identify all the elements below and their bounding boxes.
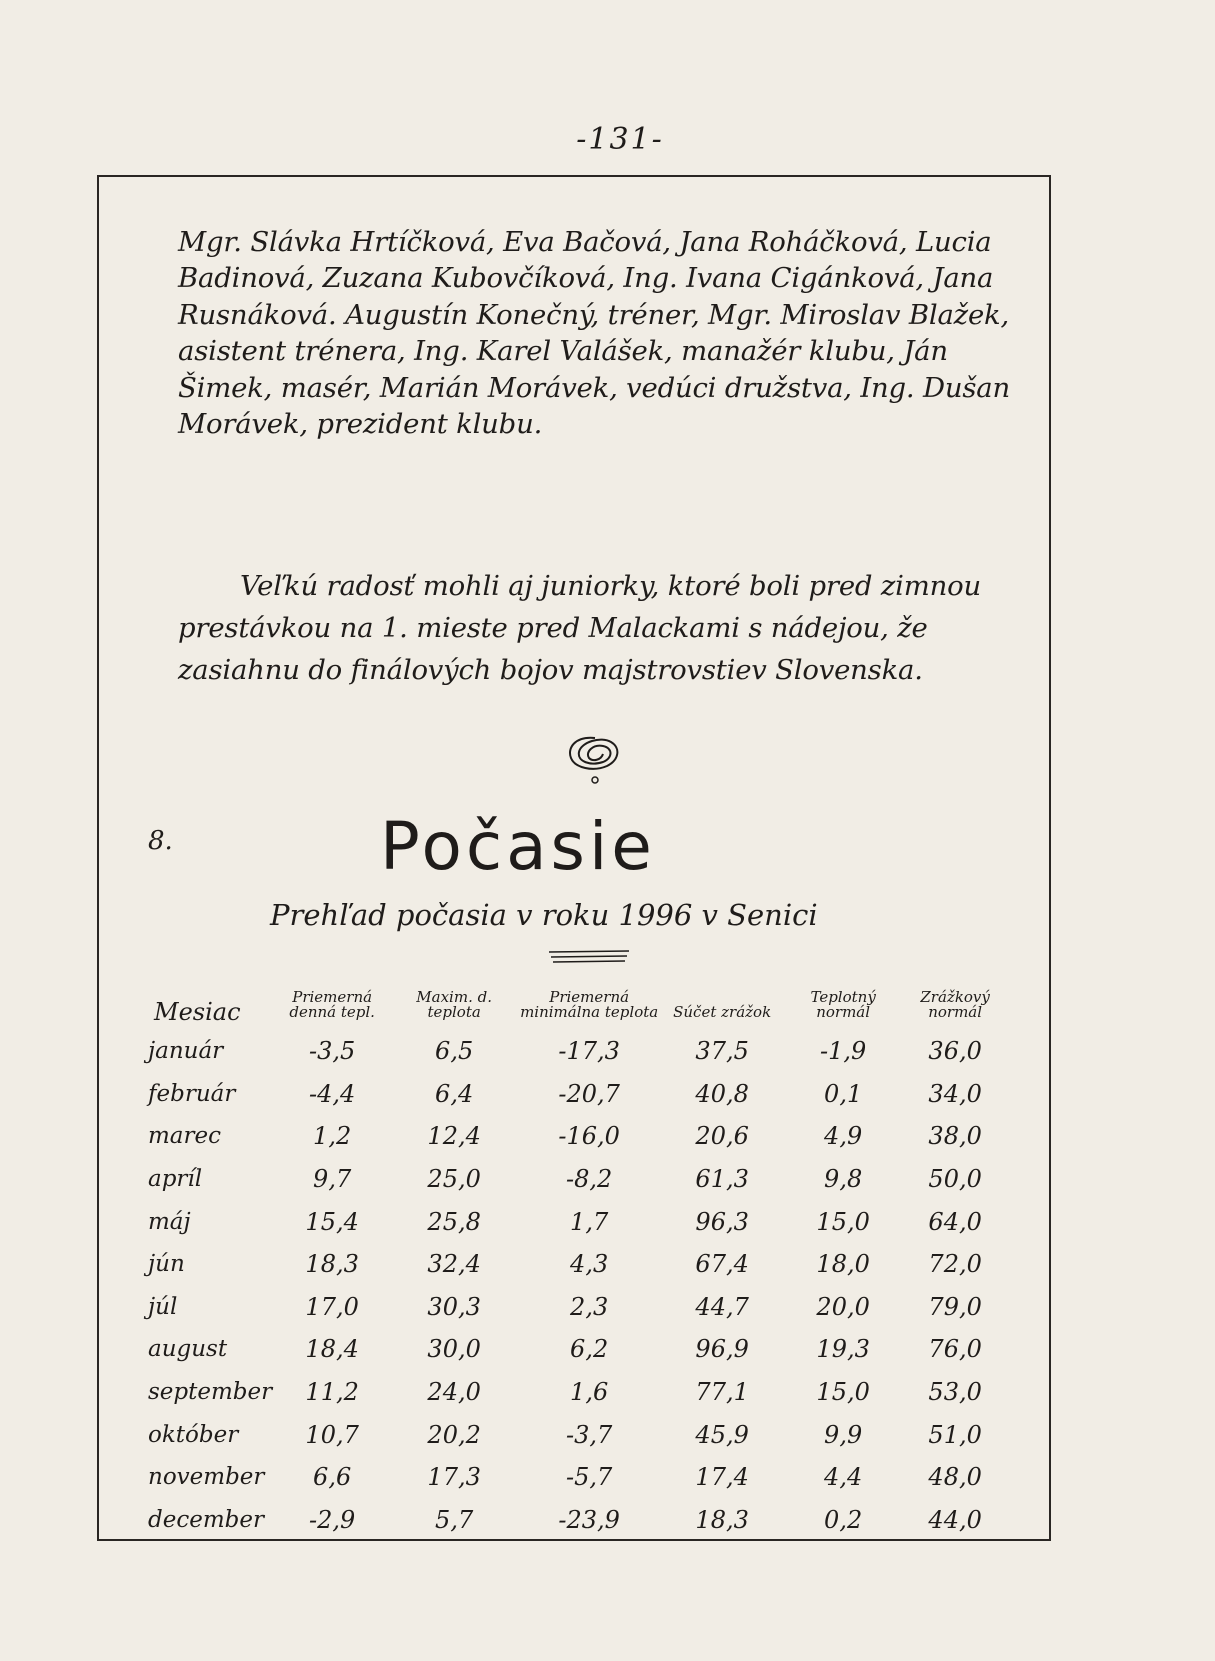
cell-temp-normal: 4,9 — [824, 1122, 863, 1151]
cell-precip-normal: 53,0 — [928, 1378, 982, 1407]
cell-max-daily-temp: 25,8 — [427, 1207, 481, 1236]
cell-precipitation-sum: 77,1 — [695, 1378, 749, 1407]
cell-temp-normal: 4,4 — [824, 1463, 863, 1492]
table-row — [148, 1286, 1006, 1329]
table-row — [148, 1200, 1006, 1243]
cell-avg-daily-temp: 10,7 — [305, 1420, 359, 1449]
table-row — [148, 1456, 1006, 1499]
cell-avg-min-temp: -8,2 — [566, 1165, 613, 1194]
cell-precip-normal: 64,0 — [928, 1207, 982, 1236]
cell-avg-daily-temp: 11,2 — [305, 1378, 359, 1407]
cell-avg-daily-temp: -2,9 — [309, 1505, 356, 1534]
cell-avg-min-temp: 6,2 — [570, 1335, 609, 1364]
section-title: Počasie — [380, 808, 656, 885]
cell-max-daily-temp: 32,4 — [427, 1250, 481, 1279]
cell-month: apríl — [148, 1166, 203, 1193]
cell-avg-min-temp: -3,7 — [566, 1420, 613, 1449]
table-row — [148, 1158, 1006, 1201]
cell-month: jún — [148, 1251, 185, 1278]
double-underline-icon — [545, 948, 635, 964]
weather-table — [148, 970, 1006, 1541]
cell-precipitation-sum: 44,7 — [695, 1292, 749, 1321]
cell-precipitation-sum: 17,4 — [695, 1463, 749, 1492]
cell-avg-daily-temp: 18,3 — [305, 1250, 359, 1279]
cell-temp-normal: 0,1 — [824, 1079, 863, 1108]
table-row — [148, 1371, 1006, 1414]
cell-avg-min-temp: 2,3 — [570, 1292, 609, 1321]
section-number: 8. — [148, 826, 173, 856]
cell-max-daily-temp: 30,0 — [427, 1335, 481, 1364]
table-row — [148, 1328, 1006, 1371]
cell-month: máj — [148, 1208, 191, 1235]
cell-precip-normal: 48,0 — [928, 1463, 982, 1492]
cell-avg-min-temp: 4,3 — [570, 1250, 609, 1279]
cell-precip-normal: 76,0 — [928, 1335, 982, 1364]
cell-max-daily-temp: 17,3 — [427, 1463, 481, 1492]
cell-max-daily-temp: 20,2 — [427, 1420, 481, 1449]
cell-precipitation-sum: 67,4 — [695, 1250, 749, 1279]
cell-precipitation-sum: 45,9 — [695, 1420, 749, 1449]
page-number: -131- — [576, 122, 664, 157]
cell-max-daily-temp: 12,4 — [427, 1122, 481, 1151]
cell-month: január — [148, 1038, 224, 1065]
table-title: Prehľad počasia v roku 1996 v Senici — [270, 898, 818, 932]
cell-precipitation-sum: 37,5 — [695, 1037, 749, 1066]
cell-max-daily-temp: 25,0 — [427, 1165, 481, 1194]
cell-temp-normal: 9,9 — [824, 1420, 863, 1449]
table-row — [148, 1073, 1006, 1116]
cell-avg-min-temp: -23,9 — [558, 1505, 620, 1534]
header-precipitation-sum: Súčet zrážok — [673, 1003, 772, 1021]
table-row — [148, 1115, 1006, 1158]
cell-temp-normal: 20,0 — [816, 1292, 870, 1321]
cell-month: december — [148, 1506, 264, 1533]
cell-month: november — [148, 1464, 265, 1491]
cell-avg-daily-temp: 17,0 — [305, 1292, 359, 1321]
swirl-ornament-icon — [565, 732, 625, 784]
header-temp-normal: Teplotný normál — [810, 988, 876, 1021]
header-month: Mesiac — [154, 998, 241, 1026]
cell-avg-daily-temp: -4,4 — [309, 1079, 356, 1108]
cell-precip-normal: 36,0 — [928, 1037, 982, 1066]
table-row — [148, 1243, 1006, 1286]
cell-precip-normal: 44,0 — [928, 1505, 982, 1534]
cell-temp-normal: 19,3 — [816, 1335, 870, 1364]
cell-temp-normal: 18,0 — [816, 1250, 870, 1279]
cell-avg-daily-temp: -3,5 — [309, 1037, 356, 1066]
cell-month: marec — [148, 1123, 222, 1150]
cell-precipitation-sum: 96,3 — [695, 1207, 749, 1236]
cell-month: október — [148, 1421, 239, 1448]
cell-temp-normal: 15,0 — [816, 1207, 870, 1236]
cell-precipitation-sum: 61,3 — [695, 1165, 749, 1194]
cell-avg-min-temp: -16,0 — [558, 1122, 620, 1151]
cell-month: september — [148, 1379, 273, 1406]
cell-avg-min-temp: -17,3 — [558, 1037, 620, 1066]
weather-table-body — [148, 1030, 1006, 1541]
cell-month: august — [148, 1336, 228, 1363]
cell-avg-min-temp: 1,6 — [570, 1378, 609, 1407]
cell-temp-normal: 15,0 — [816, 1378, 870, 1407]
cell-max-daily-temp: 6,5 — [435, 1037, 474, 1066]
header-precip-normal: Zrážkový normál — [920, 988, 990, 1021]
cell-avg-min-temp: 1,7 — [570, 1207, 609, 1236]
cell-month: február — [148, 1080, 236, 1107]
cell-precip-normal: 79,0 — [928, 1292, 982, 1321]
cell-max-daily-temp: 30,3 — [427, 1292, 481, 1321]
cell-temp-normal: 9,8 — [824, 1165, 863, 1194]
cell-precipitation-sum: 96,9 — [695, 1335, 749, 1364]
cell-max-daily-temp: 6,4 — [435, 1079, 474, 1108]
paragraph-team-members: Mgr. Slávka Hrtíčková, Eva Bačová, Jana Roháčková, Lucia Badinová, Zuzana Kubovčíková, Ing. Ivana Cigánková, Jana Rusnáková. Augustín Konečný, tréner, Mgr. Miroslav Blažek, asistent trénera, Ing. Karel Valášek, manažér klubu, Ján Šimek, masér, Marián Morávek, vedúci družstva, Ing. Dušan Morávek, prezident klubu. — [178, 226, 1010, 441]
cell-avg-min-temp: -5,7 — [566, 1463, 613, 1492]
weather-table-header — [148, 970, 1006, 1030]
table-row — [148, 1413, 1006, 1456]
header-avg-daily-temp: Priemerná denná tepl. — [289, 988, 375, 1021]
cell-avg-daily-temp: 6,6 — [313, 1463, 352, 1492]
cell-month: júl — [148, 1293, 178, 1320]
cell-precip-normal: 51,0 — [928, 1420, 982, 1449]
cell-precip-normal: 50,0 — [928, 1165, 982, 1194]
header-max-daily-temp: Maxim. d. teplota — [416, 988, 492, 1021]
cell-precipitation-sum: 40,8 — [695, 1079, 749, 1108]
cell-avg-min-temp: -20,7 — [558, 1079, 620, 1108]
cell-precip-normal: 38,0 — [928, 1122, 982, 1151]
table-row — [148, 1499, 1006, 1542]
cell-precip-normal: 34,0 — [928, 1079, 982, 1108]
cell-temp-normal: 0,2 — [824, 1505, 863, 1534]
cell-precipitation-sum: 18,3 — [695, 1505, 749, 1534]
cell-avg-daily-temp: 9,7 — [313, 1165, 352, 1194]
cell-avg-daily-temp: 18,4 — [305, 1335, 359, 1364]
cell-avg-daily-temp: 1,2 — [313, 1122, 352, 1151]
cell-precipitation-sum: 20,6 — [695, 1122, 749, 1151]
cell-max-daily-temp: 5,7 — [435, 1505, 474, 1534]
cell-avg-daily-temp: 15,4 — [305, 1207, 359, 1236]
paragraph-juniors: Veľkú radosť mohli aj juniorky, ktoré boli pred zimnou prestávkou na 1. mieste pred Malackami s nádejou, že zasiahnu do finálových bojov majstrovstiev Slovenska. — [178, 570, 981, 686]
header-avg-min-temp: Priemerná minimálna teplota — [520, 988, 659, 1021]
cell-max-daily-temp: 24,0 — [427, 1378, 481, 1407]
cell-temp-normal: -1,9 — [820, 1037, 867, 1066]
table-row — [148, 1030, 1006, 1073]
cell-precip-normal: 72,0 — [928, 1250, 982, 1279]
